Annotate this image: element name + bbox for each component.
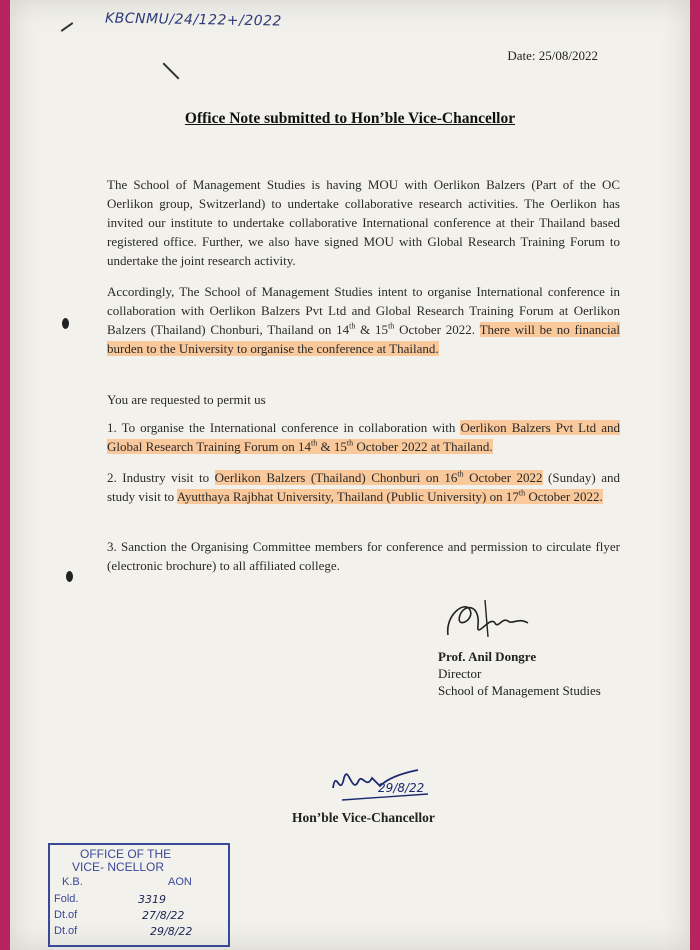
punch-hole-mark [62, 318, 69, 329]
paragraph-2: Accordingly, The School of Management Studies intent to organise International conference in collaboration with Oerlikon Balzers Pvt Ltd and Global Research Training Forum at Oerlikon Balzers (Thailand) Chonburi, Thailand on 14th & 15th October 2022. There will be no financial burden to the University to organise the conference at Thailand. [107, 284, 620, 356]
request-intro: You are requested to permit us [107, 392, 266, 407]
highlighted-text: There will be no financial burden to the University to organise the conference at Thailand. [107, 322, 620, 356]
stamp-date-value-1: 27/8/22 [142, 909, 185, 922]
stamp-folder-value: 3319 [138, 893, 166, 906]
stamp-date-label-1: Dt.of [54, 909, 78, 921]
stamp-date-value-2: 29/8/22 [150, 925, 193, 938]
pen-tick-mark [61, 22, 74, 32]
request-item-2: 2. Industry visit to Oerlikon Balzers (Thailand) Chonburi on 16th October 2022 (Sunday) and study visit to Ayutthaya Rajbhat University, Thailand (Public University) on 17th October 2022. [107, 469, 621, 504]
director-signature [440, 595, 535, 650]
stamp-line-3-right: AON [168, 876, 192, 888]
vice-chancellor-signature [328, 760, 438, 810]
stamp-date-label-2: Dt.of [54, 925, 78, 937]
stamp-line-1: OFFICE OF THE [80, 847, 172, 861]
document-title: Office Note submitted to Hon’ble Vice-Chancellor [184, 110, 516, 127]
signatory-name: Prof. Anil Dongre [438, 649, 537, 664]
signatory-designation: Director [438, 666, 482, 681]
pen-slash-mark [163, 63, 180, 80]
document-page [10, 0, 690, 950]
request-item-3: 3. Sanction the Organising Committee members for conference and permission to circulate flyer (electronic brochure) to all affiliated college. [107, 539, 620, 573]
highlighted-text: Ayutthaya Rajbhat University, Thailand (Public University) on 17th October 2022. [176, 488, 603, 504]
vc-signature-date: 29/8/22 [378, 781, 425, 795]
office-stamp [48, 843, 230, 947]
highlighted-text: Oerlikon Balzers Pvt Ltd and Global Research Training Forum on 14th & 15th October 2022 at Thailand. [107, 420, 620, 454]
handwritten-reference-number: KBCNMU/24/122+/2022 [104, 10, 283, 30]
stamp-line-2: VICE- NCELLOR [72, 860, 165, 874]
punch-hole-mark [66, 571, 73, 582]
stamp-folder-label: Fold. [54, 893, 79, 905]
paragraph-1: The School of Management Studies is having MOU with Oerlikon Balzers (Part of the OC Oerlikon group, Switzerland) to undertake collaborative research activities. The Oerlikon has invited our institute to undertake collaborative International conference at their Thailand based registered office. Further, we also have signed MOU with Global Research Training Forum to undertake the joint research activity. [107, 177, 620, 268]
document-date: Date: 25/08/2022 [507, 48, 598, 63]
highlighted-text: Oerlikon Balzers (Thailand) Chonburi on 16th October 2022 [214, 469, 543, 485]
vice-chancellor-label: Hon’ble Vice-Chancellor [292, 810, 435, 825]
signatory-block [438, 648, 601, 699]
signatory-department: School of Management Studies [438, 683, 601, 698]
request-item-1: 1. To organise the International conference in collaboration with Oerlikon Balzers Pvt Ltd and Global Research Training Forum on 14th & 15th October 2022 at Thailand. [107, 420, 620, 454]
stamp-line-3-left: K.B. [62, 876, 83, 888]
